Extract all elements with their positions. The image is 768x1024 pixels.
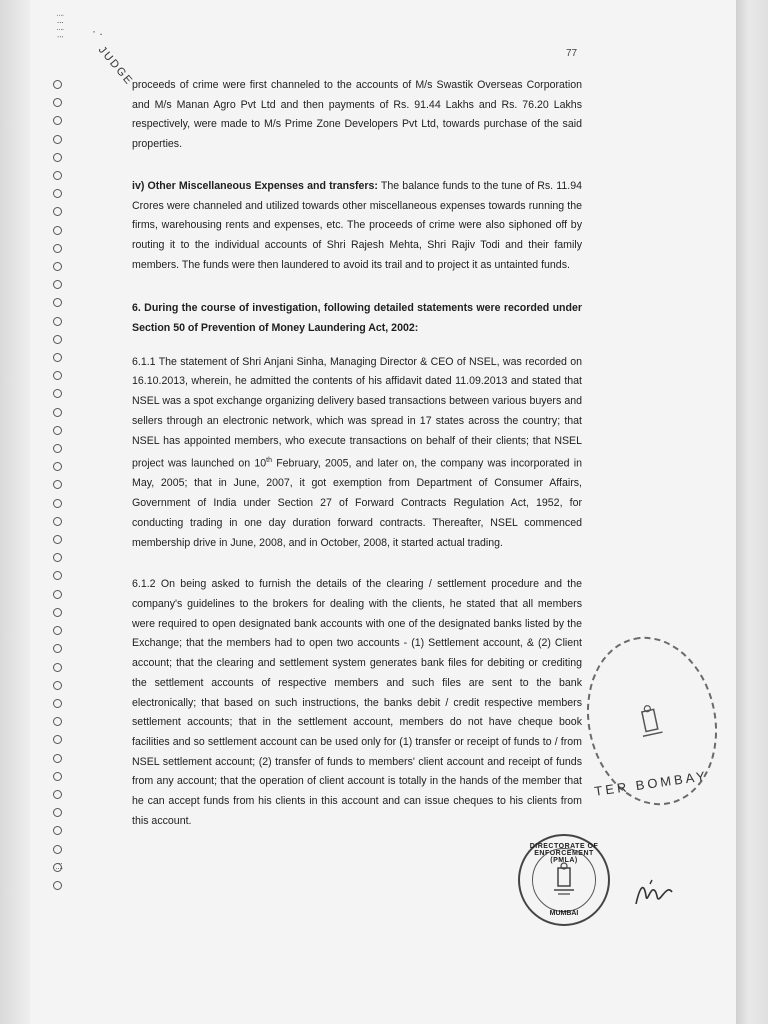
binding-hole <box>53 116 62 125</box>
binding-hole <box>53 353 62 362</box>
stamp-bottom-text: MUMBAI <box>549 910 579 917</box>
binding-hole <box>53 444 62 453</box>
binding-hole <box>53 754 62 763</box>
scan-specks: · . <box>92 24 103 38</box>
binding-hole <box>53 626 62 635</box>
binding-hole <box>53 681 62 690</box>
binding-hole <box>53 389 62 398</box>
binding-hole <box>53 480 62 489</box>
stamp-top-text: DIRECTORATE OF ENFORCEMENT (PMLA) <box>529 843 599 864</box>
binding-hole <box>53 608 62 617</box>
scan-left-edge <box>0 0 30 1024</box>
seal-bottom-text: TER BOMBAY <box>593 768 709 799</box>
binding-hole <box>53 426 62 435</box>
para-6-1-1-text-b: February, 2005, and later on, the company was incorporated in May, 2005; that in June, 2007, it got exemption from Department of Consumer Affairs, Government of India under Section 27 of Forward Contracts Regulation Act, 1952, for conducting trading in one day duration forward contracts. Thereafter, NSEL commenced membership drive in June, 2008, and in October, 2008, it started actual trading. <box>132 457 582 549</box>
binding-hole <box>53 171 62 180</box>
binding-hole <box>53 644 62 653</box>
binding-hole <box>53 207 62 216</box>
paragraph-property-payments: proceeds of crime were first channeled to the accounts of M/s Swastik Overseas Corporation and M/s Manan Agro Pvt Ltd and then payments of Rs. 91.44 Lakhs and Rs. 76.20 Lakhs respectively, were made to M/s Prime Zone Developers Pvt Ltd, towards purchase of the said properties. <box>132 79 582 151</box>
misc-expenses-text: The balance funds to the tune of Rs. 11.94 Crores were channeled and utilized towards other miscellaneous expenses towards running the firms, warehousing rents and expenses, etc. The proceeds of crime were also siphoned off by routing it to the individual accounts of Shri Rajesh Mehta, Shri Rajiv Todi and their family members. The funds were then laundered to avoid its trail and to project it as untainted funds. <box>132 179 582 271</box>
scan-right-edge <box>736 0 768 1024</box>
binding-hole <box>53 462 62 471</box>
binding-hole <box>53 590 62 599</box>
binding-hole <box>53 735 62 744</box>
emblem-icon <box>550 862 578 896</box>
binding-hole <box>53 499 62 508</box>
binding-hole <box>53 262 62 271</box>
seal-side-text: JUDGE <box>95 44 136 88</box>
binding-hole <box>53 317 62 326</box>
binding-hole <box>53 153 62 162</box>
binding-hole <box>53 772 62 781</box>
paragraph-6-1-1 <box>132 353 582 554</box>
binding-hole <box>53 553 62 562</box>
binding-holes <box>50 80 64 890</box>
binding-hole <box>53 790 62 799</box>
edge-marks-bottom: ⁝ ⁞ <box>54 862 64 870</box>
para-6-1-1-text-a: 6.1.1 The statement of Shri Anjani Sinha, Managing Director & CEO of NSEL, was recorded on 16.10.2013, wherein, he admitted the contents of his affidavit dated 11.09.2013 and stated that NSEL was a spot exchange organizing delivery based transactions between various buyers and sellers through an electronic network, which was spread in 17 states across the country; that NSEL has appointed members, who execute transactions on behalf of their clients; that NSEL project was launched on 10 <box>132 355 582 470</box>
binding-hole <box>53 189 62 198</box>
document-body <box>132 76 582 845</box>
ordinal-superscript: th <box>266 457 272 465</box>
binding-hole <box>53 881 62 890</box>
binding-hole <box>53 408 62 417</box>
emblem-icon <box>632 702 669 743</box>
binding-hole <box>53 517 62 526</box>
binding-hole <box>53 717 62 726</box>
signature-mark <box>632 876 678 912</box>
binding-hole <box>53 335 62 344</box>
paragraph-misc-expenses <box>132 177 582 276</box>
misc-expenses-heading: iv) Other Miscellaneous Expenses and transfers: <box>132 179 378 192</box>
page-number: 77 <box>566 48 578 59</box>
binding-hole <box>53 699 62 708</box>
binding-hole <box>53 808 62 817</box>
binding-hole <box>53 863 62 872</box>
binding-hole <box>53 663 62 672</box>
binding-hole <box>53 845 62 854</box>
binding-hole <box>53 80 62 89</box>
paragraph-6-1-2: 6.1.2 On being asked to furnish the details of the clearing / settlement procedure and the company's guidelines to the brokers for dealing with the clients, he stated that all members were required to open designated bank accounts with one of the designated banks listed by the Exchange; that the members had to open two accounts - (1) Settlement account, & (2) Client account; that the clearing and settlement system generates bank files for debiting or crediting the settlement accounts of respective members and such files are sent to the bank electronically; that based on such instructions, the banks debit / credit respective members settlement accounts; that in the settlement account, members do not have cheque book facilities and so settlement account can be used only for (1) transfer or receipt of funds to / from NSEL settlement account; (2) transfer of funds to members' client account and receipt of funds from any account; that the operation of client account is totally in the hands of the member that he can accept funds from his clients in this account and can issue cheques to his clients from this account. <box>132 578 582 827</box>
edge-marks-top: ⁞ ⁝ ⁞ ⁝ <box>55 14 65 40</box>
binding-hole <box>53 571 62 580</box>
binding-hole <box>53 280 62 289</box>
binding-hole <box>53 298 62 307</box>
binding-hole <box>53 244 62 253</box>
enforcement-directorate-stamp <box>518 834 610 926</box>
binding-hole <box>53 98 62 107</box>
section-6-heading: 6. During the course of investigation, following detailed statements were recorded under Section 50 of Prevention of Money Laundering Act, 2002: <box>132 302 582 335</box>
binding-hole <box>53 826 62 835</box>
binding-hole <box>53 535 62 544</box>
binding-hole <box>53 371 62 380</box>
binding-hole <box>53 226 62 235</box>
binding-hole <box>53 135 62 144</box>
